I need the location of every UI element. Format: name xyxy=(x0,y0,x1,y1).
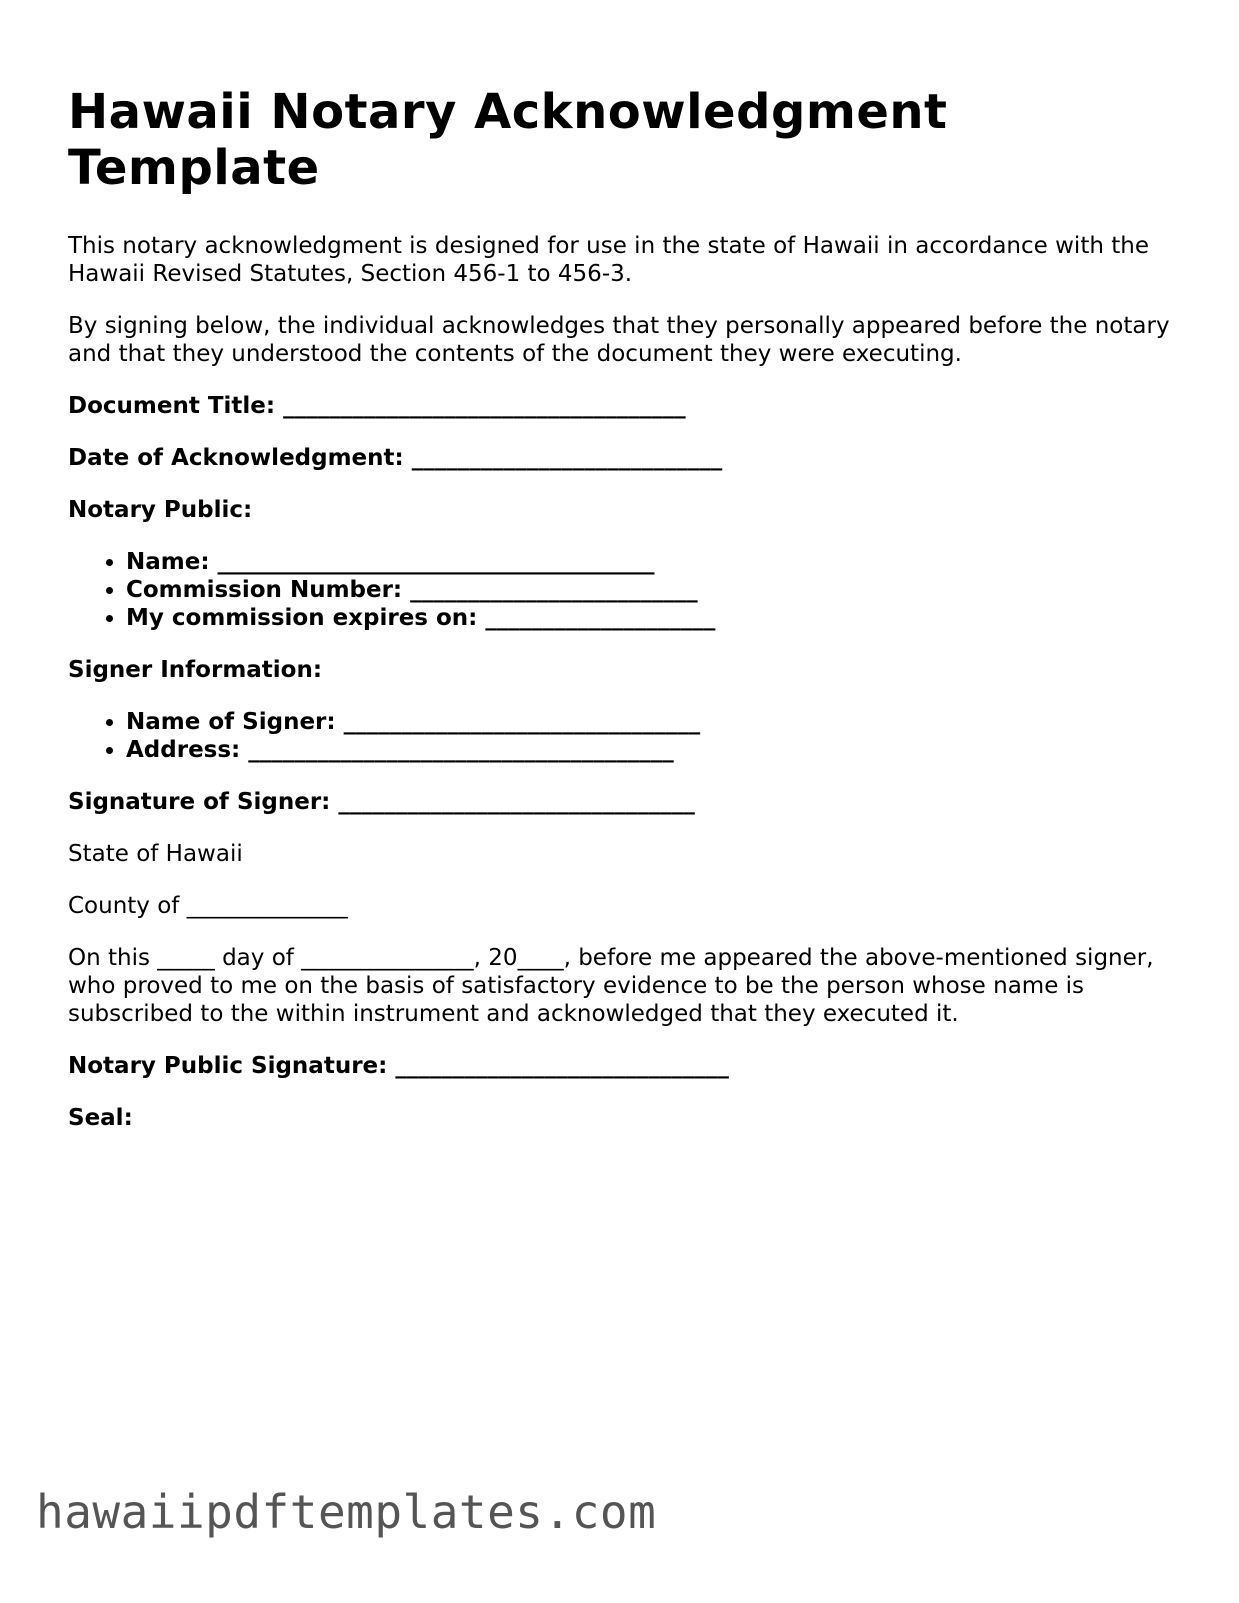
notary-public-list xyxy=(68,548,1178,632)
document-title-field: Document Title: ___________________________________ xyxy=(68,393,686,419)
signer-address-field: • Address: _____________________________________ xyxy=(126,736,1178,764)
date-of-acknowledgment-field: Date of Acknowledgment: ___________________________ xyxy=(68,445,723,471)
document-title: Hawaii Notary Acknowledgment Template xyxy=(68,84,948,196)
commission-expires-field: • My commission expires on: ____________________ xyxy=(126,604,1178,632)
seal-label: Seal: xyxy=(68,1105,133,1131)
signer-name-field: • Name of Signer: _______________________________ xyxy=(126,708,1178,736)
state-line: State of Hawaii xyxy=(68,841,243,867)
signer-information-heading: Signer Information: xyxy=(68,657,323,683)
commission-number-field: • Commission Number: _________________________ xyxy=(126,576,1178,604)
document-body xyxy=(68,84,1178,1156)
notary-public-heading: Notary Public: xyxy=(68,497,253,523)
signer-information-list xyxy=(68,708,1178,764)
acknowledgment-paragraph: On this _____ day of _______________, 20____, before me appeared the above-mentioned signer, who proved to me on the basis of satisfactory evidence to be the person whose name is subscribed to the within instrument and acknowledged that they executed it. xyxy=(68,945,1154,1027)
watermark-text: hawaiipdftemplates.com xyxy=(36,1485,657,1539)
notary-name-field: • Name: ______________________________________ xyxy=(126,548,1178,576)
county-line: County of ______________ xyxy=(68,893,348,919)
intro-paragraph: This notary acknowledgment is designed for use in the state of Hawaii in accordance with the Hawaii Revised Statutes, Section 456-1 to 456-3. xyxy=(68,233,1149,287)
notary-signature-field: Notary Public Signature: _____________________________ xyxy=(68,1053,729,1079)
signer-signature-field: Signature of Signer: _______________________________ xyxy=(68,789,695,815)
statement-paragraph: By signing below, the individual acknowledges that they personally appeared before the notary and that they understood the contents of the document they were executing. xyxy=(68,313,1170,367)
